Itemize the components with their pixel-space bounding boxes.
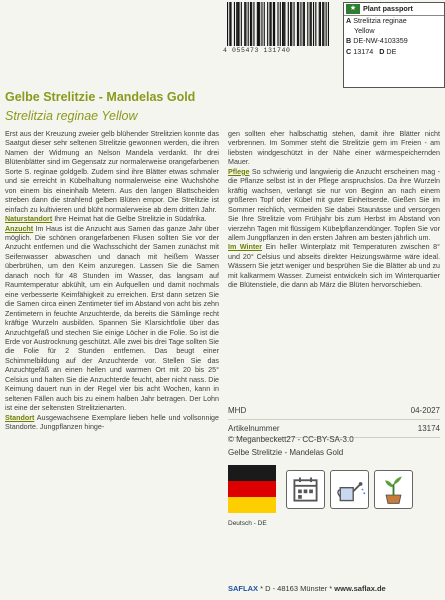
passport-row-a: A Strelitzia reginae <box>346 16 407 25</box>
sowing-paragraph: Anzucht Im Haus ist die Anzucht aus Samen das ganze Jahr über möglich. Die schönen orangefarbenen Flusen sollten Sie vor der Anzucht entfernen und die Wachsschicht der Samen zunächst mit Seifenwasser abwaschen und danach mit heißem Wasser überbrühen, um den Keim anzuregen. Lassen Sie die Samen danach noch für 48 Stunden im Wasser, das langsam auf Raumtemperatur abkühlt, um ein Aufquellen und damit nochmals eine verbesserte Keimfähigkeit zu erreichen. Erst dann setzen Sie die Samen circa einen Zentimeter tief im Abstand von acht bis zehn Zentimetern in feuchte Anzuchterde, da bereits die Sämlinge recht kräftige Wurzeln ausbilden. Spannen Sie Klarsichtfolie über das Anzuchtgefäß und stechen Sie einige Löcher in die Folie. So ist die Erde vor Austrocknung geschützt. Alle zwei bis drei Tage sollten Sie die Folie für 2 Stunden entfernen. Das beugt einer Schimmelbildung auf der Anzuchterde vor. Stellen Sie das Anzuchtgefäß an einen hellen und warmen Ort mit 20 bis 25° Celsius und halten Sie die Anzuchterde feucht, aber nicht nass. Die Keimung dauert nun in der Regel vier bis acht Wochen, kann in seltenen Fällen auch bis zu einem halben Jahr betragen. Der Lohn ist eine der seltensten Strelitzienarten. <box>5 224 220 413</box>
plant-passport <box>343 2 445 88</box>
site-continued: gen sollten eher halbschattig stehen, damit ihre Blätter nicht verbrennen. Im Sommer steht die Strelitzie gern im Freien - am liebsten windgeschützt in der Nähe einer wärmespeichernden Mauer. <box>228 130 440 167</box>
article-label: Artikelnummer <box>228 424 280 433</box>
origin-heading: Naturstandort <box>5 215 53 224</box>
care-heading: Pflege <box>228 167 250 176</box>
watering-can-icon <box>330 470 369 509</box>
footer-address: * D - 48163 Münster * <box>258 584 335 593</box>
barcode <box>223 2 333 57</box>
passport-title: Plant passport <box>363 3 413 13</box>
site-paragraph: Standort Ausgewachsene Exemplare lieben helle und vollsonnige Standorte. Jungpflanzen hinge- <box>5 413 219 432</box>
winter-heading: Im Winter <box>228 243 263 252</box>
text-column-left <box>5 130 219 433</box>
passport-row-a2: Yellow <box>354 26 375 36</box>
care-paragraph: Pflege So schwierig und langwierig die Anzucht erscheinen mag - die Pflanze selbst ist in der Pflege anspruchslos. Da ihre Wurzeln kräftig wachsen, verlangt sie nur von Beginn an nach einem größeren Topf oder Kübel mit guter Einheitserde. Gießen Sie im Sommer reichlich, vermeiden Sie dabei Staunässe und versorgen Sie Ihre Strelitzie vom Frühjahr bis zum Herbst im Abstand von vierzehn Tagen mit flüssigem Kübelpflanzendünger. Topfen Sie vor allem Jungpflanzen in den ersten Jahren am besten jährlich um. <box>228 167 440 242</box>
flag-stripe-red <box>228 481 276 497</box>
eu-flag-icon: ★ <box>346 4 360 14</box>
origin-paragraph: Naturstandort Ihre Heimat hat die Gelbe Strelitzie in Südafrika. <box>5 215 207 224</box>
passport-header <box>344 3 444 16</box>
brand-logo: SAFLAX <box>228 584 258 593</box>
barcode-digits: 4 055473 131740 <box>223 47 291 54</box>
footer <box>228 584 440 593</box>
passport-row-cd: C 13174 D DE <box>346 46 397 56</box>
sowing-heading: Anzucht <box>5 224 34 233</box>
flag-stripe-gold <box>228 497 276 513</box>
mhd-value: 04-2027 <box>410 406 440 415</box>
copyright-line: © Meganbeckett27 - CC-BY-SA-3.0 <box>228 435 354 444</box>
site-heading: Standort <box>5 413 35 422</box>
calendar-icon <box>286 470 325 509</box>
german-flag-icon <box>228 465 276 513</box>
product-name-line: Gelbe Strelitzie - Mandelas Gold <box>228 448 344 457</box>
mhd-label: MHD <box>228 406 247 415</box>
winter-paragraph: Im Winter Ein heller Winterplatz mit Temperaturen zwischen 8° und 20° Celsius und abseits direkter Heizungswärme wäre ideal. Wässern Sie jetzt weniger und besprühen Sie die Blätter ab und zu mit kalkarmem Wasser. Zumeist entwickeln sich im Winterquartier die Blütenstiele, die dann ab März die Blüten hervorschieben. <box>228 243 440 290</box>
product-title: Gelbe Strelitzie - Mandelas Gold <box>5 90 196 104</box>
article-value: 13174 <box>417 424 440 433</box>
passport-row-b: B DE-NW-4103359 <box>346 36 408 46</box>
product-subtitle: Strelitzia reginae Yellow <box>5 109 138 123</box>
mhd-row <box>228 402 440 420</box>
language-label: Deutsch - DE <box>228 520 267 527</box>
flag-stripe-black <box>228 465 276 481</box>
barcode-bars <box>223 2 333 46</box>
text-column-right <box>228 130 440 291</box>
info-table <box>228 402 440 438</box>
footer-url: www.saflax.de <box>334 584 386 593</box>
intro-paragraph: Erst aus der Kreuzung zweier gelb blühender Strelitzien konnte das Saatgut dieser sehr seltenen Strelitzie gewonnen werden, die ihren Namen der Widmung an Nelson Mandela verdankt. Ihr drei Blütenblätter sind im Gegensatz zur normalerweise orangefarbenen Sorte S. reginae goldgelb. Zudem sind ihre Blätter etwas schmaler und sie erreicht in Kübelhaltung normalerweise eine Wuchshöhe von einem bis eineinhalb Metern. Aus den langen Blattscheiden streben dann die strahlend gelben Blüten empor. Die Strelitzie ist einfach zu kultivieren und blüht normalerweise ab dem dritten Jahr. <box>5 130 219 214</box>
plant-pot-icon <box>374 470 413 509</box>
